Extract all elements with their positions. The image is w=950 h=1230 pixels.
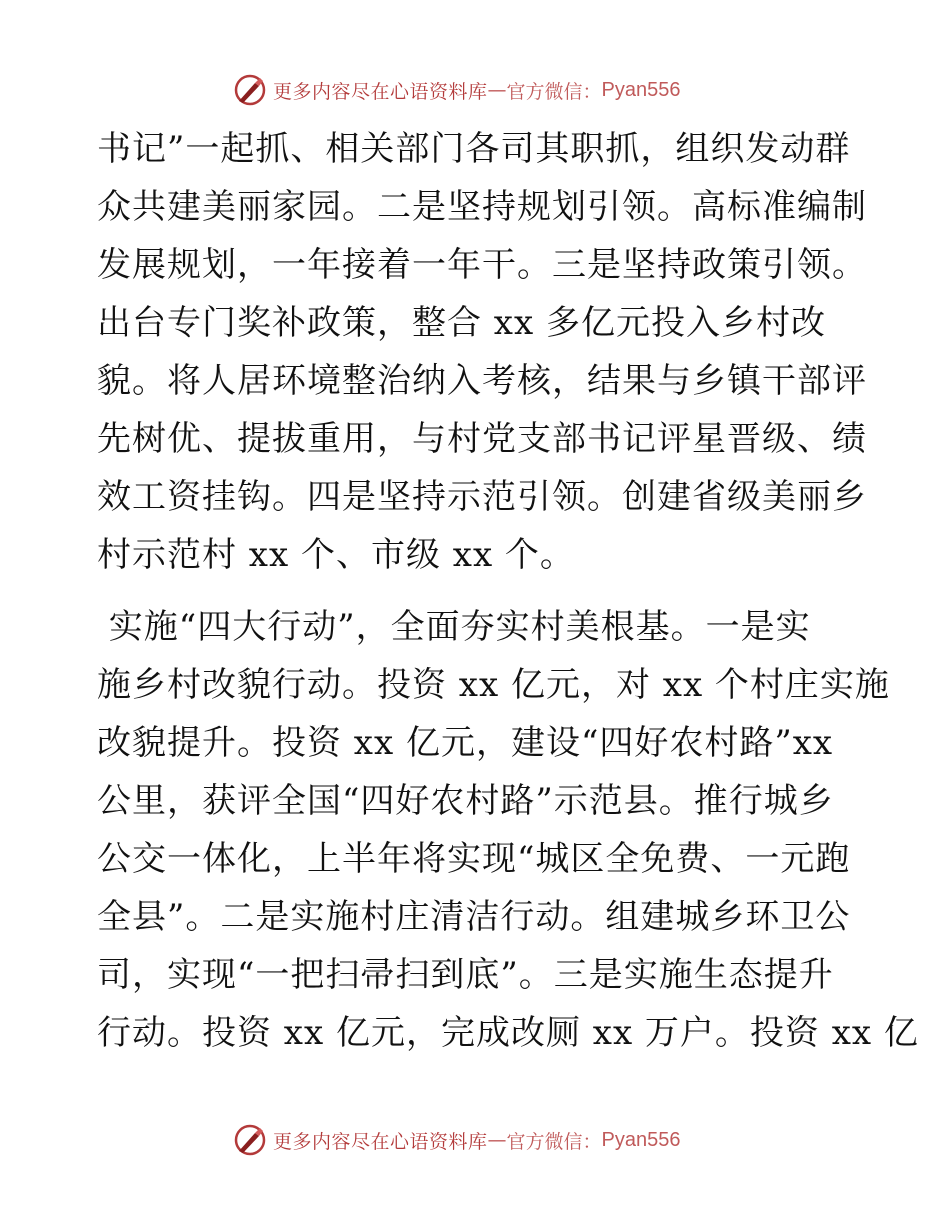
watermark-brand-text: 更多内容尽在心语资料库: [273, 1130, 488, 1153]
watermark-wechat-id: Pyan556: [601, 78, 681, 101]
text-line: 貌。将人居环境整治纳入考核，结果与乡镇干部评: [97, 361, 867, 401]
text-line: 实施“四大行动”，全面夯实村美根基。一是实: [97, 607, 811, 647]
text-line: 出台专门奖补政策，整合 xx 多亿元投入乡村改: [97, 303, 826, 343]
paragraph-1: [97, 120, 867, 584]
watermark-official-label: 官方微信：: [506, 1130, 602, 1153]
text-line: 众共建美丽家园。二是坚持规划引领。高标准编制: [97, 187, 867, 227]
footer-watermark: [233, 1120, 681, 1160]
text-line: 先树优、提拔重用，与村党支部书记评星晋级、绩: [97, 419, 867, 459]
header-watermark: [233, 70, 681, 110]
text-line: 效工资挂钩。四是坚持示范引领。创建省级美丽乡: [97, 477, 867, 517]
text-line: 改貌提升。投资 xx 亿元，建设“四好农村路”xx: [97, 723, 834, 763]
watermark-official-label: 官方微信：: [506, 80, 602, 103]
pen-logo-icon: [233, 1123, 267, 1157]
text-line: 公里，获评全国“四好农村路”示范县。推行城乡: [97, 781, 834, 821]
text-line: 发展规划，一年接着一年干。三是坚持政策引领。: [97, 245, 867, 285]
watermark-dash: —: [487, 1129, 507, 1151]
pen-logo-icon: [233, 73, 267, 107]
text-line: 行动。投资 xx 亿元，完成改厕 xx 万户。投资 xx 亿: [97, 1013, 919, 1053]
watermark-brand-text: 更多内容尽在心语资料库: [273, 80, 488, 103]
text-line: 书记”一起抓、相关部门各司其职抓，组织发动群: [97, 129, 851, 169]
text-line: 公交一体化，上半年将实现“城区全免费、一元跑: [97, 839, 851, 879]
watermark-wechat-id: Pyan556: [601, 1128, 681, 1151]
document-body: [97, 120, 919, 1062]
paragraph-2: [97, 598, 919, 1062]
text-line: 村示范村 xx 个、市级 xx 个。: [97, 535, 575, 575]
text-line: 全县”。二是实施村庄清洁行动。组建城乡环卫公: [97, 897, 851, 937]
text-line: 施乡村改貌行动。投资 xx 亿元，对 xx 个村庄实施: [97, 665, 890, 705]
watermark-dash: —: [487, 79, 507, 101]
text-line: 司，实现“一把扫帚扫到底”。三是实施生态提升: [97, 955, 834, 995]
